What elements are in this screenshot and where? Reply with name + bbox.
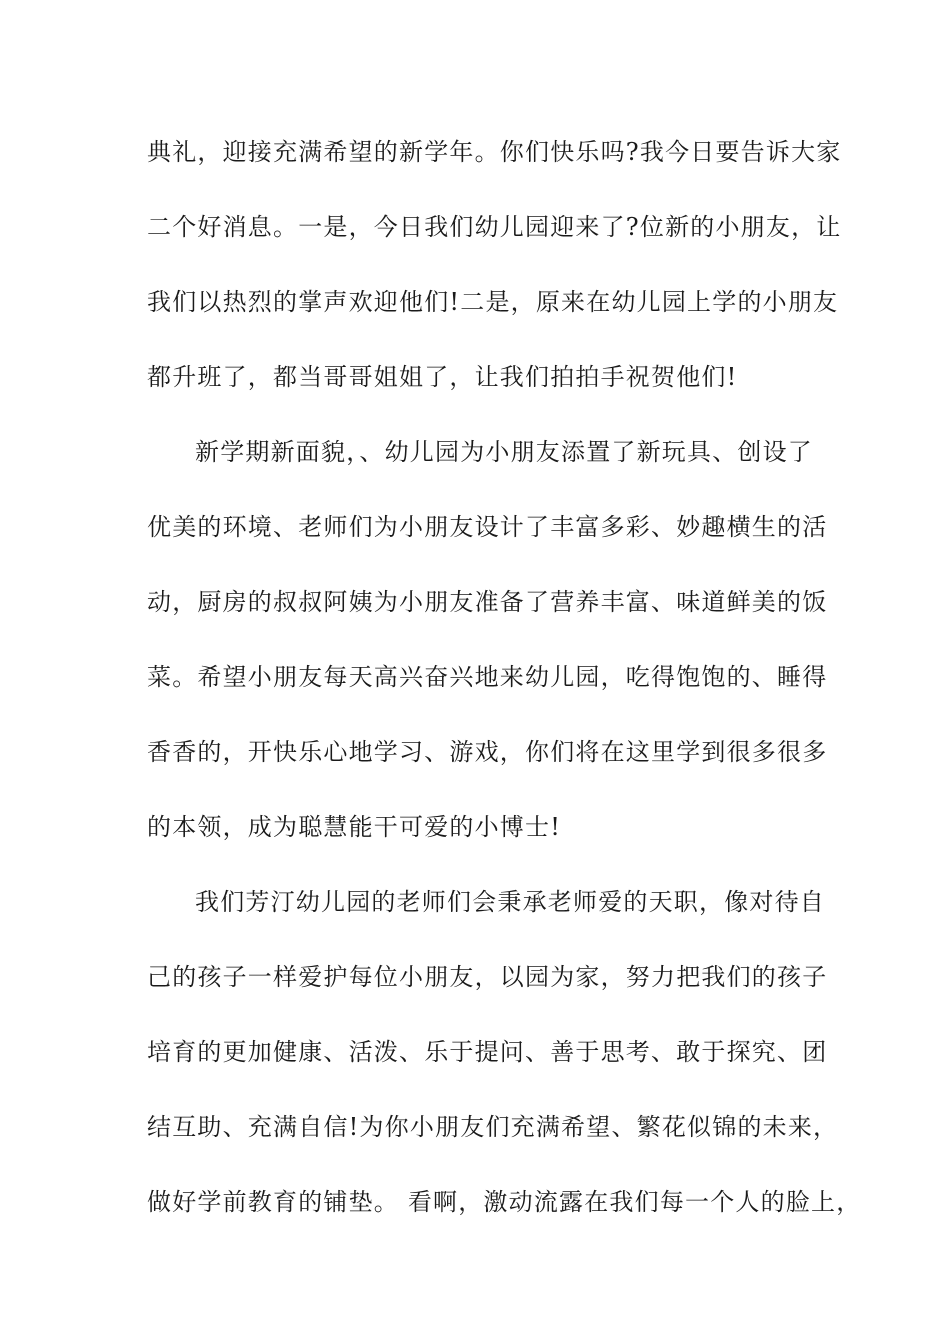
text-line: 培育的更加健康、活泼、乐于提问、善于思考、敢于探究、团: [147, 1038, 828, 1066]
text-line: 的本领，成为聪慧能干可爱的小博士!: [147, 813, 562, 841]
text-line: 二个好消息。一是，今日我们幼儿园迎来了?位新的小朋友，让: [147, 213, 842, 241]
paragraph-first-line: 新学期新面貌，、幼儿园为小朋友添置了新玩具、创设了: [195, 438, 813, 466]
text-line: 香香的，开快乐心地学习、游戏，你们将在这里学到很多很多: [147, 738, 828, 766]
text-line: 典礼，迎接充满希望的新学年。你们快乐吗?我今日要告诉大家: [147, 138, 842, 166]
text-line: 做好学前教育的铺垫。 看啊，激动流露在我们每一个人的脸上，: [147, 1188, 862, 1216]
text-line: 动，厨房的叔叔阿姨为小朋友准备了营养丰富、味道鲜美的饭: [147, 588, 828, 616]
text-line: 结互助、充满自信!为你小朋友们充满希望、繁花似锦的未来，: [147, 1113, 839, 1141]
text-line: 己的孩子一样爱护每位小朋友，以园为家，努力把我们的孩子: [147, 963, 828, 991]
text-line: 都升班了，都当哥哥姐姐了，让我们拍拍手祝贺他们!: [147, 363, 738, 391]
text-line: 菜。希望小朋友每天高兴奋兴地来幼儿园，吃得饱饱的、睡得: [147, 663, 828, 691]
text-line: 优美的环境、老师们为小朋友设计了丰富多彩、妙趣横生的活: [147, 513, 828, 541]
paragraph-first-line: 我们芳汀幼儿园的老师们会秉承老师爱的天职，像对待自: [195, 888, 825, 916]
text-line: 我们以热烈的掌声欢迎他们!二是，原来在幼儿园上学的小朋友: [147, 288, 839, 316]
